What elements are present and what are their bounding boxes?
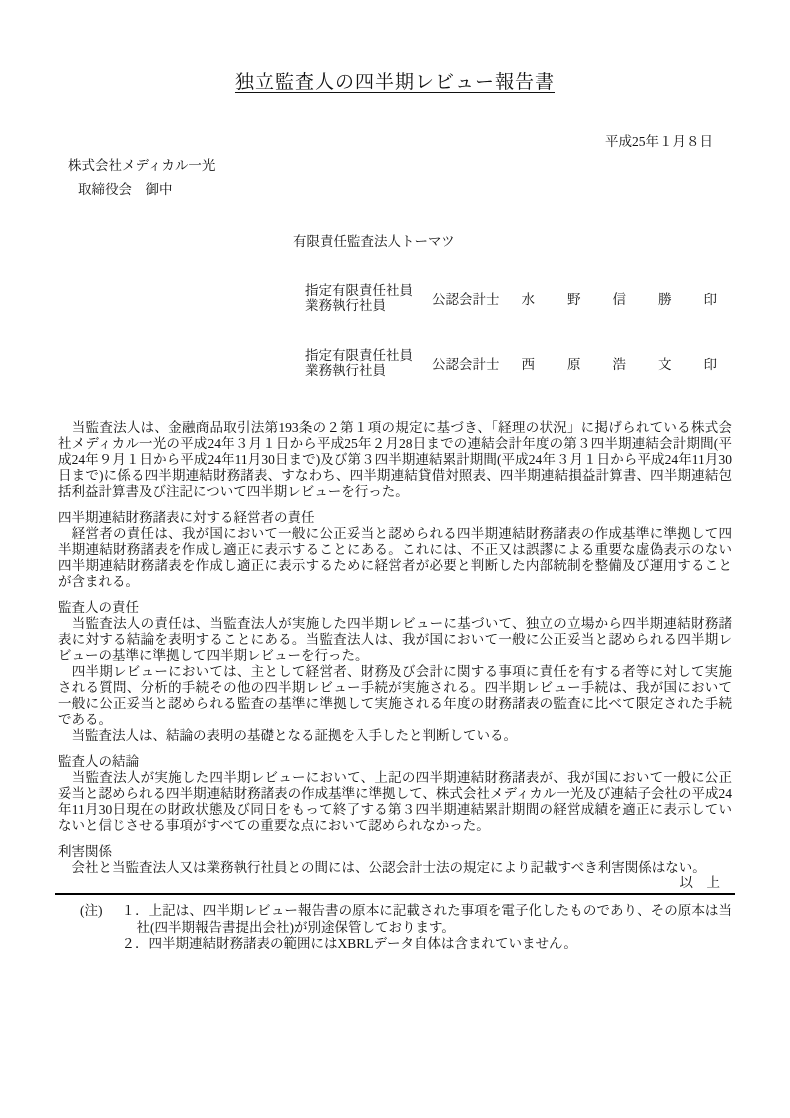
section-heading: 監査人の結論 bbox=[58, 754, 139, 769]
page-title bbox=[58, 0, 732, 94]
signer-name: 西原浩文 bbox=[521, 357, 704, 372]
section-paragraph: 四半期レビューにおいては、主として経営者、財務及び会計に関する事項に責任を有する者等に対して実施される質問、分析的手続その他の四半期レビュー手続が実施される。四半期レビュー手続は、我が国において一般に公正妥当と認められる監査の基準に準拠して実施される年度の財務諸表の監査に比べて限定された手続である。 bbox=[58, 664, 732, 727]
seal-mark: 印 bbox=[703, 292, 717, 307]
addressee-company: 株式会社メディカル一光 bbox=[68, 158, 216, 173]
section-paragraph: 当監査法人が実施した四半期レビューにおいて、上記の四半期連結財務諸表が、我が国において一般に公正妥当と認められる四半期連結財務諸表の作成基準に準拠して、株式会社メディカル一光及び連結子会社の平成24年11月30日現在の財政状態及び同日をもって終了する第３四半期連結累計期間の経営成績を適正に表示していないと信じさせる事項がすべての重要な点において認められなかった。 bbox=[58, 770, 732, 833]
audit-firm-name: 有限責任監査法人トーマツ bbox=[293, 234, 455, 249]
section-paragraph: 当監査法人の責任は、当監査法人が実施した四半期レビューに基づいて、独立の立場から四半期連結財務諸表に対する結論を表明することにある。当監査法人は、我が国において一般に公正妥当と認められる四半期レビューの基準に準拠して四半期レビューを行った。 bbox=[58, 616, 732, 663]
footnotes bbox=[58, 903, 732, 953]
section-paragraph: 経営者の責任は、我が国において一般に公正妥当と認められる四半期連結財務諸表の作成基準に準拠して四半期連結財務諸表を作成し適正に表示することにある。これには、不正又は誤謬による重要な虚偽表示のない四半期連結財務諸表を作成し適正に表示するために経営者が必要と判断した内部統制を整備及び運用することが含まれる。 bbox=[58, 526, 732, 589]
intro-paragraph: 当監査法人は、金融商品取引法第193条の２第１項の規定に基づき、「経理の状況」に掲げられている株式会社メディカル一光の平成24年３月１日から平成25年２月28日までの連結会計年度の第３四半期連結会計期間(平成24年９月１日から平成24年11月30日まで)及び第３四半期連結累計期間(平成24年３月１日から平成24年11月30日まで)に係る四半期連結財務諸表、すなわち、四半期連結貸借対照表、四半期連結損益計算書、四半期連結包括利益計算書及び注記について四半期レビューを行った。 bbox=[58, 420, 732, 499]
footnote-items bbox=[122, 903, 733, 953]
signer-title: 公認会計士 bbox=[432, 292, 500, 307]
signer-role-line1: 指定有限責任社員 bbox=[305, 348, 413, 363]
footnote-item: １．上記は、四半期レビュー報告書の原本に記載された事項を電子化したものであり、その原本は当社(四半期報告書提出会社)が別途保管しております。 bbox=[121, 903, 732, 935]
signer-role-line2: 業務執行社員 bbox=[305, 298, 386, 313]
signer-role-line2: 業務執行社員 bbox=[305, 363, 386, 378]
seal-mark: 印 bbox=[703, 357, 717, 372]
section-heading: 監査人の責任 bbox=[58, 600, 139, 615]
section-heading: 利害関係 bbox=[58, 844, 112, 859]
section-interest-relationship bbox=[58, 844, 732, 876]
footnote-label: (注) bbox=[80, 903, 103, 918]
footnote-item: ２．四半期連結財務諸表の範囲にはXBRLデータ自体は含まれていません。 bbox=[121, 936, 577, 951]
report-date: 平成25年１月８日 bbox=[605, 134, 713, 149]
divider-rule bbox=[55, 893, 735, 895]
signature-row bbox=[305, 283, 732, 313]
signer-role-line1: 指定有限責任社員 bbox=[305, 283, 413, 298]
section-managers-responsibility bbox=[58, 510, 732, 590]
page-title-text: 独立監査人の四半期レビュー報告書 bbox=[234, 72, 555, 93]
signer-role bbox=[305, 283, 413, 313]
section-auditors-conclusion bbox=[58, 754, 732, 834]
section-auditors-responsibility bbox=[58, 600, 732, 744]
closing-mark: 以 上 bbox=[679, 875, 720, 890]
section-paragraph: 当監査法人は、結論の表明の基礎となる証拠を入手したと判断している。 bbox=[58, 728, 517, 743]
section-heading: 四半期連結財務諸表に対する経営者の責任 bbox=[58, 510, 315, 525]
signature-row bbox=[305, 348, 732, 378]
addressee-board: 取締役会 御中 bbox=[78, 182, 173, 197]
section-paragraph: 会社と当監査法人又は業務執行社員との間には、公認会計士法の規定により記載すべき利害関係はない。 bbox=[58, 860, 706, 875]
signer-name: 水野信勝 bbox=[521, 292, 704, 307]
signer-title: 公認会計士 bbox=[432, 357, 500, 372]
signer-role bbox=[305, 348, 413, 378]
